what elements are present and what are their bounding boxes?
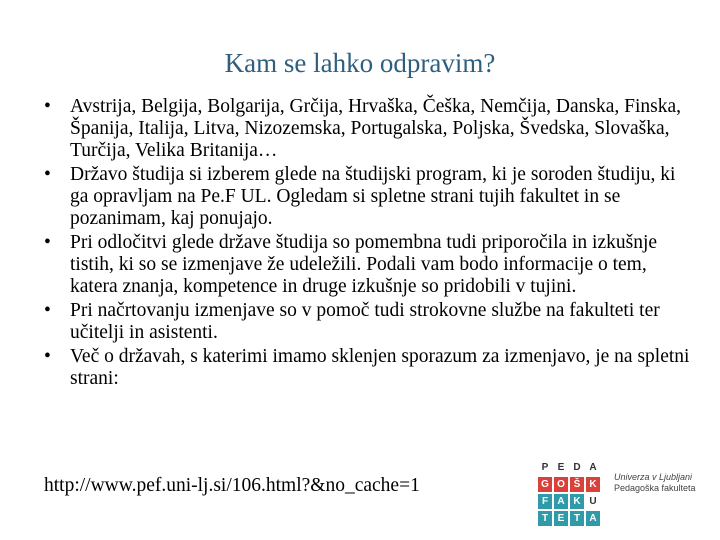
logo-letter: A bbox=[586, 460, 600, 475]
bullet-marker: • bbox=[44, 232, 51, 253]
bullet-item bbox=[44, 164, 694, 230]
bullet-item bbox=[44, 96, 694, 162]
logo-letter: K bbox=[570, 494, 584, 509]
faculty-name: Pedagoška fakulteta bbox=[614, 483, 696, 493]
logo-letter-grid bbox=[538, 460, 600, 526]
logo-letter: T bbox=[538, 511, 552, 526]
logo-letter: E bbox=[554, 460, 568, 475]
bullet-marker: • bbox=[44, 164, 51, 185]
slide-title: Kam se lahko odpravim? bbox=[224, 48, 496, 78]
logo-letter: Š bbox=[570, 477, 584, 492]
bullet-text: Več o državah, s katerimi imamo sklenjen sporazum za izmenjavo, je na spletni strani: bbox=[70, 346, 690, 389]
university-name: Univerza v Ljubljani bbox=[614, 472, 693, 482]
bullet-marker: • bbox=[44, 346, 51, 367]
logo-letter: T bbox=[570, 511, 584, 526]
logo-letter: O bbox=[554, 477, 568, 492]
logo-letter: U bbox=[586, 494, 600, 509]
bullet-text: Državo študija si izberem glede na študijski program, ki je soroden študiju, ki ga opravljam na Pe.F UL. Ogledam si spletne strani tujih fakultet in se pozanimam, kaj ponujajo. bbox=[70, 164, 676, 229]
bullet-text: Pri načrtovanju izmenjave so v pomoč tudi strokovne službe na fakulteti ter učitelji in asistenti. bbox=[70, 300, 660, 343]
bullet-text: Avstrija, Belgija, Bolgarija, Grčija, Hrvaška, Češka, Nemčija, Danska, Finska, Španija, Italija, Litva, Nizozemska, Portugalska, Poljska, Švedska, Slovaška, Turčija, Velika Britanija… bbox=[70, 96, 682, 161]
logo-text bbox=[614, 472, 696, 494]
faculty-logo bbox=[538, 460, 718, 526]
bullet-marker: • bbox=[44, 300, 51, 321]
logo-letter: E bbox=[554, 511, 568, 526]
logo-letter: K bbox=[586, 477, 600, 492]
bullet-marker: • bbox=[44, 96, 51, 117]
logo-letter: A bbox=[586, 511, 600, 526]
bullet-item bbox=[44, 300, 694, 344]
faculty-url-link[interactable]: http://www.pef.uni-lj.si/106.html?&no_cache=1 bbox=[44, 475, 420, 496]
bullet-text: Pri odločitvi glede države študija so pomembna tudi priporočila in izkušnje tistih, ki so se izmenjave že udeležili. Podali vam bodo informacije o tem, katera znanja, kompetence in druge izkušnje so pridobili v tujini. bbox=[70, 232, 658, 297]
bullet-item bbox=[44, 346, 694, 390]
logo-letter: D bbox=[570, 460, 584, 475]
bullet-item bbox=[44, 232, 694, 298]
logo-letter: F bbox=[538, 494, 552, 509]
logo-letter: G bbox=[538, 477, 552, 492]
logo-letter: P bbox=[538, 460, 552, 475]
bullet-list bbox=[44, 96, 694, 392]
logo-letter: A bbox=[554, 494, 568, 509]
